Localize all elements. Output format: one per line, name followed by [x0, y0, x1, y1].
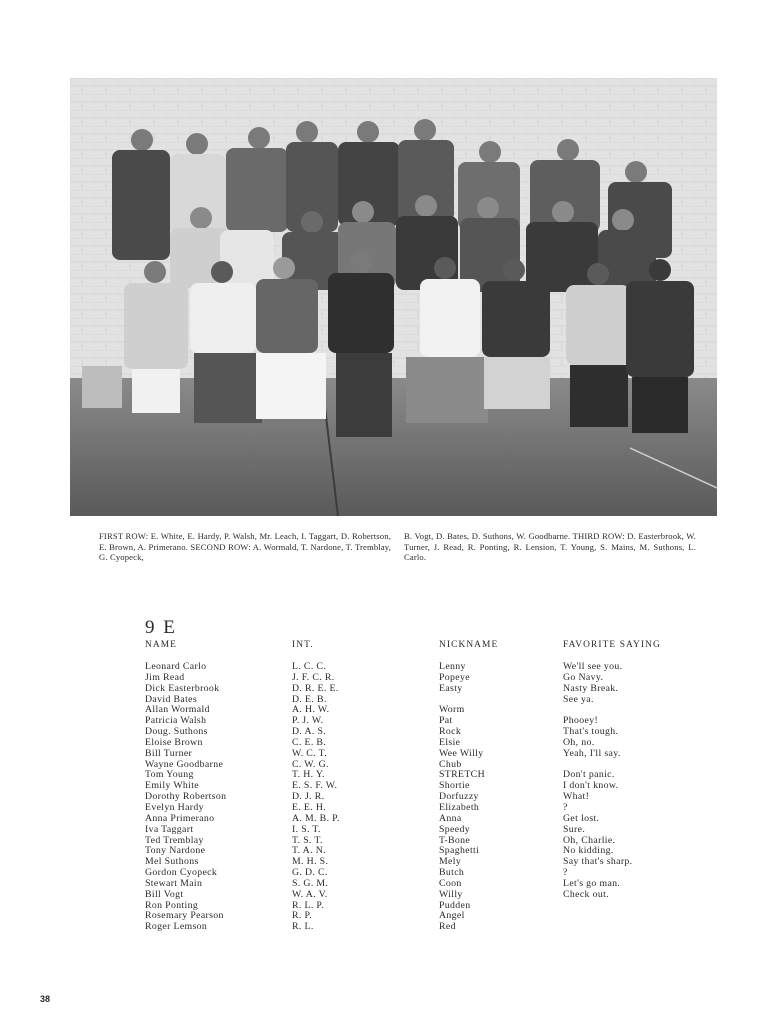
- student-saying: That's tough.: [563, 726, 619, 738]
- student-saying: I don't know.: [563, 780, 619, 792]
- student-initials: A. H. W.: [292, 704, 330, 716]
- student-name: Ted Tremblay: [145, 834, 204, 846]
- student-nickname: Red: [439, 921, 456, 933]
- student-nickname: Anna: [439, 812, 462, 824]
- student-name: Allan Wormald: [145, 704, 210, 716]
- student-nickname: Shortie: [439, 780, 470, 792]
- page-number: 38: [40, 994, 51, 1004]
- student-initials: G. D. C.: [292, 867, 328, 879]
- student-nickname: Chub: [439, 758, 462, 770]
- student-name: Dorothy Robertson: [145, 791, 227, 803]
- student-initials: D. E. B.: [292, 693, 327, 705]
- header-nickname: NICKNAME: [439, 640, 499, 650]
- student-saying: ?: [563, 867, 568, 879]
- student-initials: P. J. W.: [292, 715, 324, 727]
- student-initials: E. S. F. W.: [292, 780, 338, 792]
- student-nickname: Butch: [439, 867, 465, 879]
- student-saying: Sure.: [563, 823, 586, 835]
- student-nickname: Worm: [439, 704, 465, 716]
- student-name: Eloise Brown: [145, 736, 203, 748]
- student-name: Leonard Carlo: [145, 661, 207, 672]
- student-nickname: Dorfuzzy: [439, 791, 479, 803]
- header-initials: INT.: [292, 640, 314, 650]
- student-nickname: Spaghetti: [439, 845, 480, 857]
- student-initials: T. A. N.: [292, 845, 326, 857]
- student-initials: T. H. Y.: [292, 769, 325, 781]
- student-saying: Say that's sharp.: [563, 856, 633, 868]
- student-saying: Don't panic.: [563, 769, 615, 781]
- student-initials: C. W. G.: [292, 758, 329, 770]
- student-nickname: Lenny: [439, 661, 466, 672]
- student-name: Mel Suthons: [145, 856, 199, 868]
- student-name: Roger Lemson: [145, 921, 208, 933]
- caption-right-text: B. Vogt, D. Bates, D. Suthons, W. Goodbarne. THIRD ROW: D. Easterbrook, W. Turner, J. Read, R. Ponting, R. Lension, T. Young, S. Mains, M. Suthons, L. Carlo.: [404, 531, 696, 563]
- student-nickname: Coon: [439, 877, 462, 889]
- student-initials: S. G. M.: [292, 877, 329, 889]
- student-initials: R. L.: [292, 921, 314, 933]
- initials-column: [292, 662, 340, 933]
- student-name: Anna Primerano: [145, 812, 215, 824]
- student-saying: Nasty Break.: [563, 682, 619, 694]
- student-nickname: Pat: [439, 715, 453, 727]
- student-saying: Yeah, I'll say.: [563, 747, 621, 759]
- student-saying: Go Navy.: [563, 671, 604, 683]
- student-initials: T. S. T.: [292, 834, 323, 846]
- student-initials: D. J. R.: [292, 791, 325, 803]
- student-nickname: Popeye: [439, 671, 470, 683]
- student-nickname: STRETCH: [439, 769, 485, 781]
- student-saying: Phooey!: [563, 715, 599, 727]
- student-nickname: Speedy: [439, 823, 470, 835]
- student-nickname: Rock: [439, 726, 462, 738]
- student-saying: See ya.: [563, 693, 594, 705]
- photo-caption-right: [404, 531, 696, 563]
- student-name: Stewart Main: [145, 877, 203, 889]
- student-saying: ?: [563, 801, 568, 813]
- student-nickname: Elizabeth: [439, 801, 480, 813]
- student-nickname: Wee Willy: [439, 747, 484, 759]
- student-name: Evelyn Hardy: [145, 801, 204, 813]
- student-initials: R. P.: [292, 910, 312, 922]
- student-initials: A. M. B. P.: [292, 812, 340, 824]
- student-nickname: T-Bone: [439, 834, 471, 846]
- student-saying: Oh, Charlie.: [563, 834, 616, 846]
- student-initials: E. E. H.: [292, 801, 327, 813]
- student-name: Rosemary Pearson: [145, 910, 224, 922]
- student-nickname: Easty: [439, 682, 463, 694]
- student-name: Iva Taggart: [145, 823, 194, 835]
- student-saying: Let's go man.: [563, 877, 621, 889]
- student-name: Emily White: [145, 780, 200, 792]
- header-favorite-saying: FAVORITE SAYING: [563, 640, 661, 650]
- student-name: Tom Young: [145, 769, 194, 781]
- student-saying: Oh, no.: [563, 736, 595, 748]
- student-saying: What!: [563, 791, 590, 803]
- student-name: Bill Vogt: [145, 888, 184, 900]
- student-name: Tony Nardone: [145, 845, 206, 857]
- student-initials: C. E. B.: [292, 736, 327, 748]
- student-name: Ron Ponting: [145, 899, 199, 911]
- student-initials: L. C. C.: [292, 661, 327, 672]
- student-name: Bill Turner: [145, 747, 193, 759]
- student-saying: Get lost.: [563, 812, 600, 824]
- student-name: David Bates: [145, 693, 198, 705]
- nicknames-column: [439, 662, 485, 933]
- student-initials: J. F. C. R.: [292, 671, 335, 683]
- class-title: 9 E: [145, 617, 177, 638]
- student-initials: W. A. V.: [292, 888, 328, 900]
- student-initials: I. S. T.: [292, 823, 321, 835]
- class-photo-illustration: [70, 78, 717, 516]
- student-initials: D. R. E. E.: [292, 682, 339, 694]
- student-name: Doug. Suthons: [145, 726, 208, 738]
- student-name: Wayne Goodbarne: [145, 758, 224, 770]
- photo-caption-left: [99, 531, 391, 563]
- student-name: Jim Read: [145, 671, 185, 683]
- header-name: NAME: [145, 640, 178, 650]
- caption-left-text: FIRST ROW: E. White, E. Hardy, P. Walsh, Mr. Leach, I. Taggart, D. Robertson, E. Brown, A. Primerano. SECOND ROW: A. Wormald, T. Nardone, T. Tremblay, G. Cyopeck,: [99, 531, 391, 563]
- student-initials: D. A. S.: [292, 726, 327, 738]
- student-nickname: Mely: [439, 856, 462, 868]
- student-name: Dick Easterbrook: [145, 682, 220, 694]
- student-name: Patricia Walsh: [145, 715, 207, 727]
- student-saying: Check out.: [563, 888, 609, 900]
- student-nickname: Elsie: [439, 736, 461, 748]
- student-name: Gordon Cyopeck: [145, 867, 218, 879]
- class-photo: [70, 78, 717, 516]
- student-nickname: Angel: [439, 910, 465, 922]
- names-column: [145, 662, 226, 933]
- student-initials: W. C. T.: [292, 747, 328, 759]
- sayings-column: [563, 662, 632, 901]
- student-nickname: Pudden: [439, 899, 471, 911]
- student-nickname: Willy: [439, 888, 463, 900]
- student-saying: No kidding.: [563, 845, 614, 857]
- student-initials: R. L. P.: [292, 899, 324, 911]
- student-initials: M. H. S.: [292, 856, 329, 868]
- student-saying: We'll see you.: [563, 661, 623, 672]
